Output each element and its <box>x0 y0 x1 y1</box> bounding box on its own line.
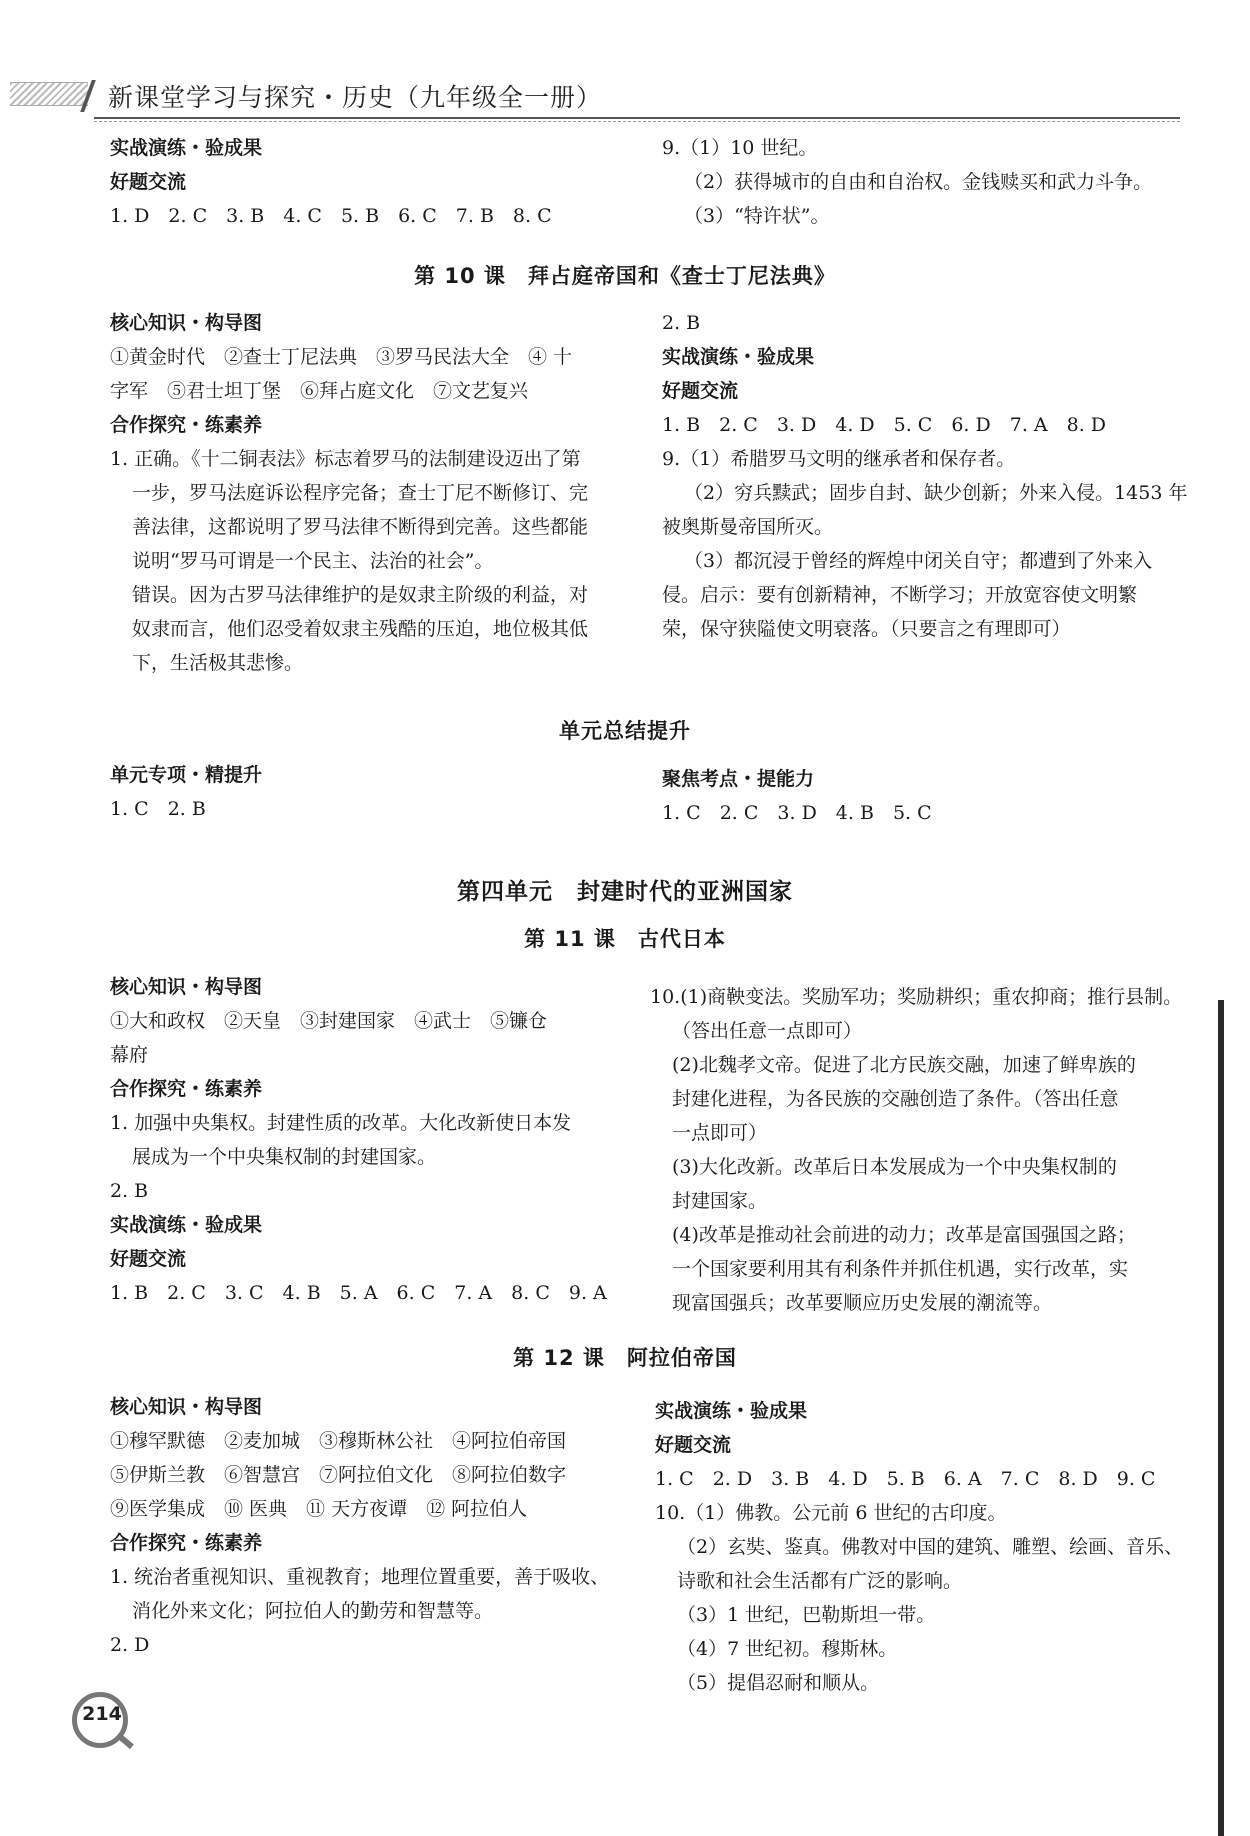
answer-line: （5）提倡忍耐和顺从。 <box>677 1672 880 1694</box>
answer-line: 展成为一个中央集权制的封建国家。 <box>132 1146 437 1168</box>
lesson12-left <box>110 1390 609 1662</box>
section-heading: 单元专项・精提升 <box>110 764 263 786</box>
answer-line: 9.（1）希腊罗马文明的继承者和保存者。 <box>662 448 1016 470</box>
answer-line: 1. C 2. B <box>110 798 206 820</box>
answer-line: 被奥斯曼帝国所灭。 <box>662 516 834 538</box>
lesson11-title: 第 11 课 古代日本 <box>524 927 726 951</box>
answer-line: 善法律，这都说明了罗马法律不断得到完善。这些都能 <box>132 516 589 538</box>
answer-line: 下，生活极其悲惨。 <box>132 652 304 674</box>
lesson12-title: 第 12 课 阿拉伯帝国 <box>513 1346 737 1370</box>
answer-line: 一点即可） <box>672 1122 768 1144</box>
answer-line: 1. C 2. C 3. D 4. B 5. C <box>662 802 932 824</box>
header-title: 新课堂学习与探究・历史（九年级全一册） <box>108 83 603 112</box>
answer-line: 1. C 2. D 3. B 4. D 5. B 6. A 7. C 8. D 9. C <box>655 1468 1156 1490</box>
answer-line: 1. B 2. C 3. C 4. B 5. A 6. C 7. A 8. C 9. A <box>110 1282 607 1304</box>
answer-line: 侵。启示：要有创新精神，不断学习；开放宽容使文明繁 <box>662 584 1138 606</box>
answer-line: 诗歌和社会生活都有广泛的影响。 <box>677 1570 963 1592</box>
section-heading: 好题交流 <box>662 380 739 402</box>
answer-line: 荣，保守狭隘使文明衰落。（只要言之有理即可） <box>662 618 1071 640</box>
answer-line: （2）穷兵黩武；固步自封、缺少创新；外来入侵。1453 年 <box>684 482 1188 504</box>
section-heading: 核心知识・构导图 <box>110 312 263 334</box>
answer-line: 1. D 2. C 3. B 4. C 5. B 6. C 7. B 8. C <box>110 205 552 227</box>
section-heading: 实战演练・验成果 <box>110 137 263 159</box>
section-heading: 聚焦考点・提能力 <box>662 768 815 790</box>
answer-line: 1. 统治者重视知识、重视教育；地理位置重要，善于吸收、 <box>110 1566 610 1588</box>
header-stripe <box>10 82 88 106</box>
answer-line: 幕府 <box>110 1044 149 1066</box>
answer-line: ⑤伊斯兰教 ⑥智慧宫 ⑦阿拉伯文化 ⑧阿拉伯数字 <box>110 1464 567 1486</box>
section-heading: 合作探究・练素养 <box>110 414 263 436</box>
answer-line: (3)大化改新。改革后日本发展成为一个中央集权制的 <box>672 1156 1117 1178</box>
section-heading: 好题交流 <box>110 171 187 193</box>
unit4-title: 第四单元 封建时代的亚洲国家 <box>457 879 793 905</box>
unit-summary-right <box>662 762 932 830</box>
section-heading: 好题交流 <box>110 1248 187 1270</box>
page-edge-shadow <box>1218 1000 1224 1836</box>
answer-line: 封建化进程，为各民族的交融创造了条件。（答出任意 <box>672 1088 1119 1110</box>
page-number: 214 <box>82 1703 122 1725</box>
section-heading: 实战演练・验成果 <box>662 346 815 368</box>
answer-line: 一个国家要利用其有利条件并抓住机遇，实行改革，实 <box>672 1258 1129 1280</box>
answer-line: 2. B <box>662 312 701 334</box>
unit-summary-title: 单元总结提升 <box>559 719 691 743</box>
answer-line: 10.（1）佛教。公元前 6 世纪的古印度。 <box>655 1502 1007 1524</box>
answer-line: （2）获得城市的自由和自治权。金钱赎买和武力斗争。 <box>684 171 1153 193</box>
answer-line: 封建国家。 <box>672 1190 768 1212</box>
answer-line: ①大和政权 ②天皇 ③封建国家 ④武士 ⑤镰仓 <box>110 1010 548 1032</box>
top-left-block <box>110 131 552 233</box>
answer-line: ⑨医学集成 ⑩ 医典 ⑪ 天方夜谭 ⑫ 阿拉伯人 <box>110 1498 528 1520</box>
section-heading: 好题交流 <box>655 1434 732 1456</box>
answer-line: 消化外来文化；阿拉伯人的勤劳和智慧等。 <box>132 1600 494 1622</box>
answer-line: 现富国强兵；改革要顺应历史发展的潮流等。 <box>672 1292 1053 1314</box>
section-heading: 核心知识・构导图 <box>110 976 263 998</box>
answer-line: 字军 ⑤君士坦丁堡 ⑥拜占庭文化 ⑦文艺复兴 <box>110 380 529 402</box>
answer-line: (4)改革是推动社会前进的动力；改革是富国强国之路； <box>672 1224 1136 1246</box>
page-badge-tail <box>116 1733 134 1749</box>
answer-line: 1. 加强中央集权。封建性质的改革。大化改新使日本发 <box>110 1112 572 1134</box>
header-rule-dashed <box>94 121 1180 122</box>
answer-line: 2. D <box>110 1634 150 1656</box>
lesson10-right <box>662 306 1187 646</box>
top-right-block <box>662 131 1152 233</box>
lesson10-left <box>110 306 588 680</box>
answer-line: 2. B <box>110 1180 149 1202</box>
answer-line: 一步，罗马法庭诉讼程序完备；查士丁尼不断修订、完 <box>132 482 589 504</box>
lesson12-right <box>655 1394 1183 1700</box>
answer-line: （2）玄奘、鉴真。佛教对中国的建筑、雕塑、绘画、音乐、 <box>677 1536 1184 1558</box>
lesson11-right <box>650 980 1182 1320</box>
answer-line: （4）7 世纪初。穆斯林。 <box>677 1638 898 1660</box>
answer-line: ①穆罕默德 ②麦加城 ③穆斯林公社 ④阿拉伯帝国 <box>110 1430 567 1452</box>
answer-line: (2)北魏孝文帝。促进了北方民族交融，加速了鲜卑族的 <box>672 1054 1136 1076</box>
section-heading: 实战演练・验成果 <box>655 1400 808 1422</box>
lesson11-left <box>110 970 607 1310</box>
answer-line: （答出任意一点即可） <box>672 1020 863 1042</box>
answer-line: （3）都沉浸于曾经的辉煌中闭关自守；都遭到了外来入 <box>684 550 1153 572</box>
lesson10-title: 第 10 课 拜占庭帝国和《查士丁尼法典》 <box>414 264 836 288</box>
answer-line: 9.（1）10 世纪。 <box>662 137 818 159</box>
section-heading: 合作探究・练素养 <box>110 1532 263 1554</box>
section-heading: 合作探究・练素养 <box>110 1078 263 1100</box>
unit-summary-left <box>110 758 262 826</box>
section-heading: 核心知识・构导图 <box>110 1396 263 1418</box>
answer-line: 说明“罗马可谓是一个民主、法治的社会”。 <box>132 550 494 572</box>
section-heading: 实战演练・验成果 <box>110 1214 263 1236</box>
answer-line: 1. 正确。《十二铜表法》标志着罗马的法制建设迈出了第 <box>110 448 581 470</box>
answer-line: 错误。因为古罗马法律维护的是奴隶主阶级的利益，对 <box>132 584 589 606</box>
answer-line: 1. B 2. C 3. D 4. D 5. C 6. D 7. A 8. D <box>662 414 1107 436</box>
header-rule <box>94 117 1180 119</box>
answer-line: ①黄金时代 ②查士丁尼法典 ③罗马民法大全 ④ 十 <box>110 346 573 368</box>
answer-line: 10.(1)商鞅变法。奖励军功；奖励耕织；重农抑商；推行县制。 <box>650 986 1183 1008</box>
answer-line: 奴隶而言，他们忍受着奴隶主残酷的压迫，地位极其低 <box>132 618 589 640</box>
answer-line: （3）“特许状”。 <box>684 205 830 227</box>
answer-line: （3）1 世纪，巴勒斯坦一带。 <box>677 1604 936 1626</box>
